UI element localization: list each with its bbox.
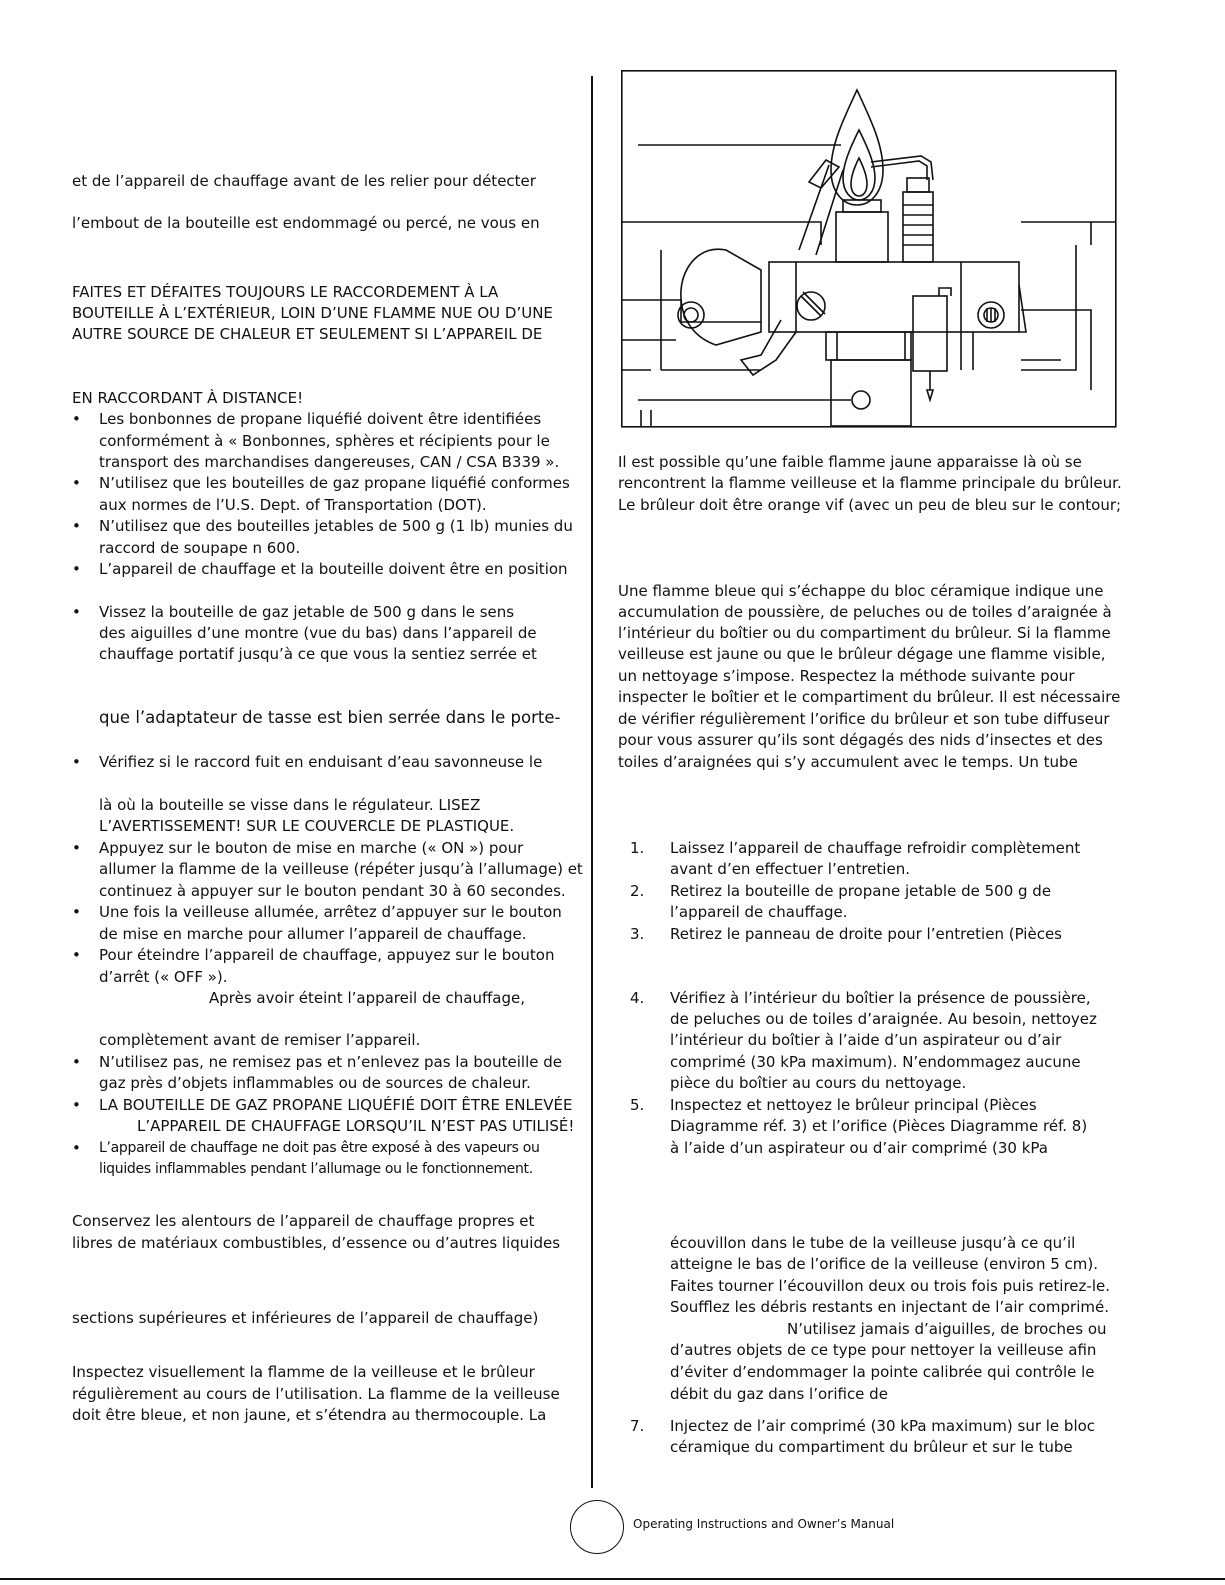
step-text: écouvillon dans le tube de la veilleuse jusqu’à ce qu’il — [670, 1234, 1076, 1252]
step-text: comprimé (30 kPa maximum). N’endommagez aucune — [670, 1053, 1081, 1071]
page-number-circle — [570, 1500, 624, 1554]
warning-line: BOUTEILLE À L’EXTÉRIEUR, LOIN D’UNE FLAMME NUE OU D’UNE — [72, 304, 553, 322]
bullet: • — [72, 560, 81, 578]
step-text: Diagramme réf. 3) et l’orifice (Pièces Diagramme réf. 8) — [670, 1117, 1088, 1135]
warning-line: FAITES ET DÉFAITES TOUJOURS LE RACCORDEMENT À LA — [72, 283, 499, 301]
bullet-text: N’utilisez que les bouteilles de gaz propane liquéfié conformes — [99, 474, 570, 492]
bullet-text: là où la bouteille se visse dans le régulateur. LISEZ — [99, 796, 481, 814]
flame-inner — [843, 130, 875, 200]
para-text: Conservez les alentours de l’appareil de chauffage propres et — [72, 1212, 535, 1230]
step-text: de peluches ou de toiles d’araignée. Au besoin, nettoyez — [670, 1010, 1097, 1028]
para-text: accumulation de poussière, de peluches ou de toiles d’araignée à — [618, 603, 1112, 621]
bullet: • — [72, 1053, 81, 1071]
step-text: d’éviter d’endommager la pointe calibrée qui contrôle le — [670, 1363, 1095, 1381]
bullet-text: chauffage portatif jusqu’à ce que vous la sentiez serrée et — [99, 645, 537, 663]
bullet-text: aux normes de l’U.S. Dept. of Transportation (DOT). — [99, 496, 487, 514]
para-text: sections supérieures et inférieures de l’appareil de chauffage) — [72, 1309, 539, 1327]
step-text: N’utilisez jamais d’aiguilles, de broches ou — [787, 1320, 1107, 1338]
bullet-text: Une fois la veilleuse allumée, arrêtez d’appuyer sur le bouton — [99, 903, 562, 921]
bullet-text: Les bonbonnes de propane liquéfié doivent être identifiées — [99, 410, 542, 428]
step-text: Vérifiez à l’intérieur du boîtier la présence de poussière, — [670, 989, 1091, 1007]
bullet-text: des aiguilles d’une montre (vue du bas) dans l’appareil de — [99, 624, 537, 642]
flame-outer — [831, 90, 883, 205]
step-text: Retirez la bouteille de propane jetable de 500 g de — [670, 882, 1052, 900]
step-text: Faites tourner l’écouvillon deux ou trois fois puis retirez-le. — [670, 1277, 1110, 1295]
bullet-text: L’appareil de chauffage ne doit pas être exposé à des vapeurs ou — [99, 1140, 540, 1156]
bullet-text: d’arrêt (« OFF »). — [99, 968, 228, 986]
bullet-text: L’APPAREIL DE CHAUFFAGE LORSQU’IL N’EST PAS UTILISÉ! — [137, 1117, 575, 1135]
para-text: Il est possible qu’une faible flamme jaune apparaisse là où se — [618, 453, 1082, 471]
step-text: céramique du compartiment du brûleur et sur le tube — [670, 1438, 1073, 1456]
step-text: débit du gaz dans l’orifice de — [670, 1385, 888, 1403]
para-text: veilleuse est jaune ou que le brûleur dégage une flamme visible, — [618, 645, 1106, 663]
bullet: • — [72, 603, 81, 621]
bullet-text: Vissez la bouteille de gaz jetable de 500 g dans le sens — [99, 603, 515, 621]
bullet-text: transport des marchandises dangereuses, CAN / CSA B339 ». — [99, 453, 560, 471]
left-bracket — [681, 249, 761, 345]
step-text: l’appareil de chauffage. — [670, 903, 848, 921]
burner-diagram — [621, 70, 1117, 430]
warning-line: EN RACCORDANT À DISTANCE! — [72, 389, 304, 407]
bullet-text: N’utilisez que des bouteilles jetables de 500 g (1 lb) munies du — [99, 517, 573, 535]
bullet-text: liquides inflammables pendant l’allumage ou le fonctionnement. — [99, 1161, 533, 1177]
bullet: • — [72, 1096, 81, 1114]
para-text: de vérifier régulièrement l’orifice du brûleur et son tube diffuseur — [618, 710, 1110, 728]
bullet-text: Pour éteindre l’appareil de chauffage, appuyez sur le bouton — [99, 946, 555, 964]
para-text: régulièrement au cours de l’utilisation. La flamme de la veilleuse — [72, 1385, 560, 1403]
para-text: libres de matériaux combustibles, d’essence ou d’autres liquides — [72, 1234, 561, 1252]
bullet-text: L’AVERTISSEMENT! SUR LE COUVERCLE DE PLASTIQUE. — [99, 817, 515, 835]
bullet-text: complètement avant de remiser l’appareil. — [99, 1031, 421, 1049]
step-number: 7. — [630, 1417, 645, 1435]
bullet-text: L’appareil de chauffage et la bouteille doivent être en position — [99, 560, 568, 578]
step-text: d’autres objets de ce type pour nettoyer la veilleuse afin — [670, 1341, 1097, 1359]
step-text: à l’aide d’un aspirateur ou d’air comprimé (30 kPa — [670, 1139, 1048, 1157]
step-text: pièce du boîtier au cours du nettoyage. — [670, 1074, 967, 1092]
para-text: l’intérieur du boîtier ou du compartiment du brûleur. Si la flamme — [618, 624, 1111, 642]
step-number: 4. — [630, 989, 645, 1007]
step-number: 2. — [630, 882, 645, 900]
step-text: Soufflez les débris restants en injectant de l’air comprimé. — [670, 1298, 1109, 1316]
step-text: atteigne le bas de l’orifice de la veilleuse (environ 5 cm). — [670, 1255, 1099, 1273]
bullet-text: Vérifiez si le raccord fuit en enduisant d’eau savonneuse le — [99, 753, 543, 771]
bullet: • — [72, 474, 81, 492]
bullet-text: de mise en marche pour allumer l’appareil de chauffage. — [99, 925, 527, 943]
diagram-frame — [622, 71, 1116, 427]
bullet-text: Appuyez sur le bouton de mise en marche (« ON ») pour — [99, 839, 524, 857]
bullet-text: continuez à appuyer sur le bouton pendant 30 à 60 secondes. — [99, 882, 566, 900]
step-text: Retirez le panneau de droite pour l’entretien (Pièces — [670, 925, 1062, 943]
bullet-text: LA BOUTEILLE DE GAZ PROPANE LIQUÉFIÉ DOIT ÊTRE ENLEVÉE — [99, 1096, 573, 1114]
bullet: • — [72, 517, 81, 535]
column-divider — [591, 76, 593, 1488]
step-text: Injectez de l’air comprimé (30 kPa maximum) sur le bloc — [670, 1417, 1096, 1435]
step-number: 1. — [630, 839, 645, 857]
step-text: Laissez l’appareil de chauffage refroidir complètement — [670, 839, 1081, 857]
step-number: 3. — [630, 925, 645, 943]
warning-line: AUTRE SOURCE DE CHALEUR ET SEULEMENT SI L’APPAREIL DE — [72, 325, 543, 343]
bullet: • — [72, 946, 81, 964]
bullet: • — [72, 1139, 81, 1157]
bullet: • — [72, 839, 81, 857]
para-text: toiles d’araignées qui s’y accumulent avec le temps. Un tube — [618, 753, 1078, 771]
bullet-text: que l’adaptateur de tasse est bien serrée dans le porte- — [99, 708, 561, 727]
bullet: • — [72, 903, 81, 921]
para-text: et de l’appareil de chauffage avant de les relier pour détecter — [72, 172, 536, 190]
step-text: Inspectez et nettoyez le brûleur principal (Pièces — [670, 1096, 1037, 1114]
para-text: doit être bleue, et non jaune, et s’étendra au thermocouple. La — [72, 1406, 547, 1424]
bullet-text: raccord de soupape n 600. — [99, 539, 301, 557]
para-text: Une flamme bleue qui s’échappe du bloc céramique indique une — [618, 582, 1104, 600]
bullet-text: Après avoir éteint l’appareil de chauffage, — [209, 989, 525, 1007]
bullet-text: N’utilisez pas, ne remisez pas et n’enlevez pas la bouteille de — [99, 1053, 562, 1071]
bullet: • — [72, 410, 81, 428]
footer-title: Operating Instructions and Owner’s Manual — [633, 1517, 895, 1531]
para-text: l’embout de la bouteille est endommagé ou percé, ne vous en — [72, 214, 540, 232]
step-text: l’intérieur du boîtier à l’aide d’un aspirateur ou d’air — [670, 1031, 1062, 1049]
para-text: Inspectez visuellement la flamme de la veilleuse et le brûleur — [72, 1363, 535, 1381]
bullet-text: allumer la flamme de la veilleuse (répéter jusqu’à l’allumage) et — [99, 860, 583, 878]
para-text: rencontrent la flamme veilleuse et la flamme principale du brûleur. — [618, 474, 1122, 492]
para-text: pour vous assurer qu’ils sont dégagés des nids d’insectes et des — [618, 731, 1103, 749]
para-text: Le brûleur doit être orange vif (avec un peu de bleu sur le contour; — [618, 496, 1122, 514]
bullet-text: conformément à « Bonbonnes, sphères et récipients pour le — [99, 432, 550, 450]
para-text: un nettoyage s’impose. Respectez la méthode suivante pour — [618, 667, 1075, 685]
para-text: inspecter le boîtier et le compartiment du brûleur. Il est nécessaire — [618, 688, 1121, 706]
step-number: 5. — [630, 1096, 645, 1114]
step-text: avant d’en effectuer l’entretien. — [670, 860, 910, 878]
bullet-text: gaz près d’objets inflammables ou de sources de chaleur. — [99, 1074, 531, 1092]
bottom-rule — [0, 1578, 1225, 1580]
bullet: • — [72, 753, 81, 771]
valve-body — [769, 262, 1019, 332]
